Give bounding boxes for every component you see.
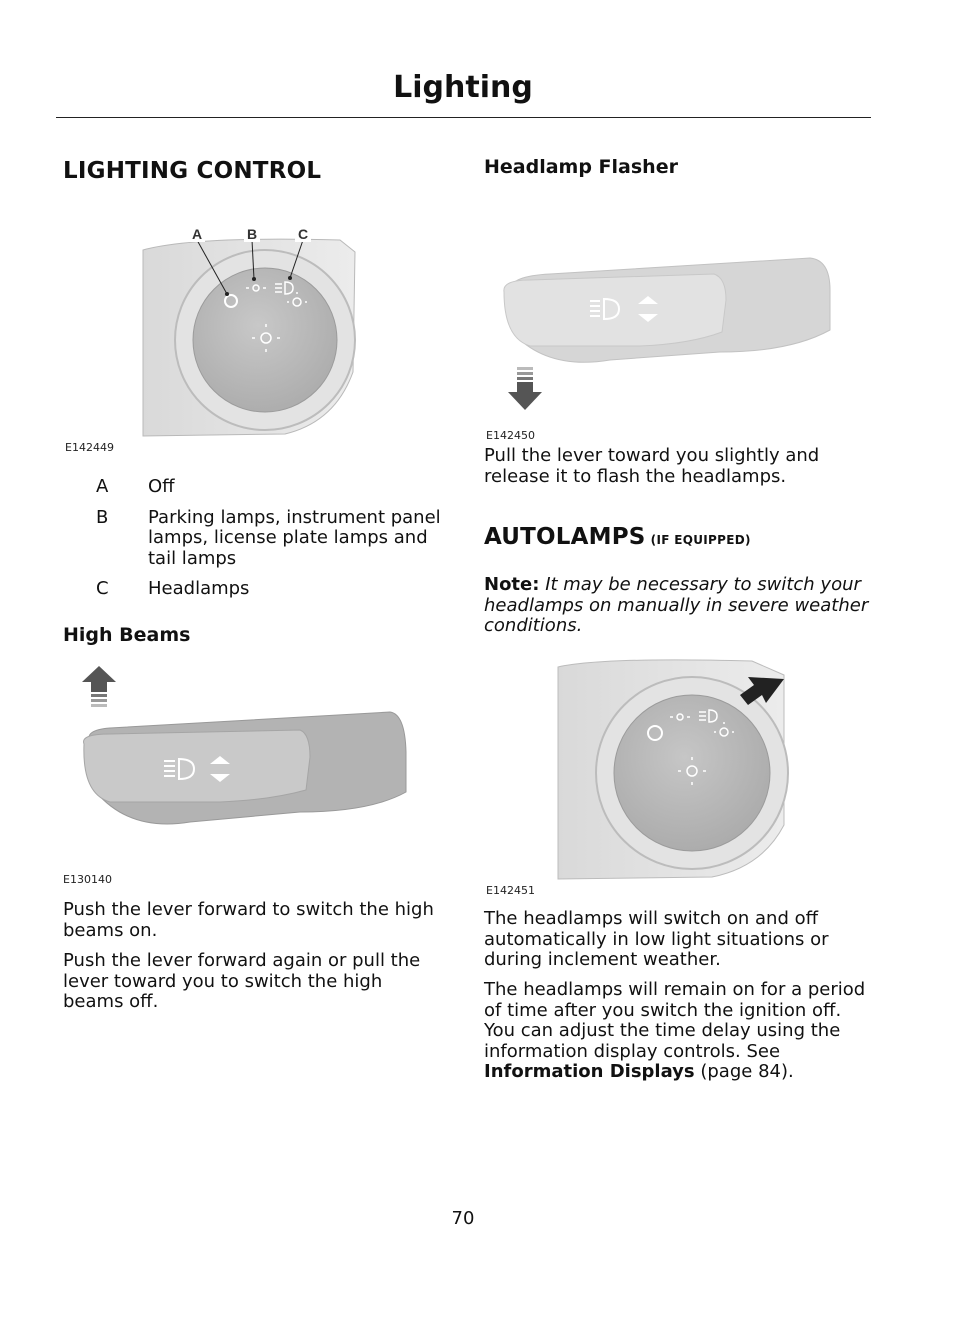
information-displays-link[interactable]: Information Displays	[484, 1061, 695, 1082]
autolamps-note	[484, 575, 869, 637]
legend-item	[63, 477, 448, 498]
page-title: Lighting	[393, 70, 533, 105]
legend-text: Parking lamps, instrument panel lamps, license plate lamps and tail lamps	[148, 506, 441, 569]
figure-label-c: C	[297, 226, 309, 242]
legend-item	[63, 508, 448, 570]
autolamps-figure	[552, 655, 792, 885]
autolamps-heading-suffix: (IF EQUIPPED)	[650, 533, 751, 547]
page-number: 70	[451, 1208, 475, 1229]
legend-text: Off	[148, 476, 175, 497]
figure-code: E142451	[486, 884, 535, 897]
legend-item	[63, 579, 448, 600]
figure-code: E142449	[65, 441, 114, 454]
high-beams-paragraph-1: Push the lever forward to switch the high beams on.	[63, 899, 434, 941]
note-text: It may be necessary to switch your headlamps on manually in severe weather conditions.	[484, 574, 869, 636]
section-heading-lighting-control: LIGHTING CONTROL	[63, 158, 322, 184]
headlamp-flasher-paragraph: Pull the lever toward you slightly and release it to flash the headlamps.	[484, 445, 820, 487]
header-rule	[56, 117, 871, 118]
note-label: Note:	[484, 574, 540, 595]
legend-key: A	[96, 476, 109, 497]
autolamps-heading-text: AUTOLAMPS	[484, 524, 646, 550]
legend-key: C	[96, 578, 109, 599]
arrow-down-icon	[508, 367, 542, 410]
high-beams-paragraph-2: Push the lever forward again or pull the lever toward you to switch the high beams off.	[63, 950, 421, 1012]
figure-code: E142450	[486, 429, 535, 442]
figure-code: E130140	[63, 873, 112, 886]
autolamps-paragraph-2-text: The headlamps will remain on for a period of time after you switch the ignition off. You can adjust the time delay using the information display controls. See	[484, 979, 866, 1062]
high-beams-figure	[70, 662, 420, 862]
autolamps-paragraph-2	[484, 980, 869, 1083]
page-reference: (page 84).	[694, 1061, 794, 1082]
legend-key: B	[96, 506, 109, 528]
arrow-up-icon	[82, 666, 116, 707]
section-heading-autolamps	[484, 524, 751, 550]
headlamp-flasher-figure	[490, 220, 845, 420]
lighting-control-figure	[135, 222, 360, 442]
legend-list	[63, 477, 448, 600]
section-heading-headlamp-flasher: Headlamp Flasher	[484, 156, 678, 178]
figure-label-b: B	[246, 226, 258, 242]
section-heading-high-beams: High Beams	[63, 624, 191, 646]
legend-text: Headlamps	[148, 578, 250, 599]
autolamps-paragraph-1: The headlamps will switch on and off automatically in low light situations or during inclement weather.	[484, 908, 829, 970]
figure-label-a: A	[191, 226, 203, 242]
